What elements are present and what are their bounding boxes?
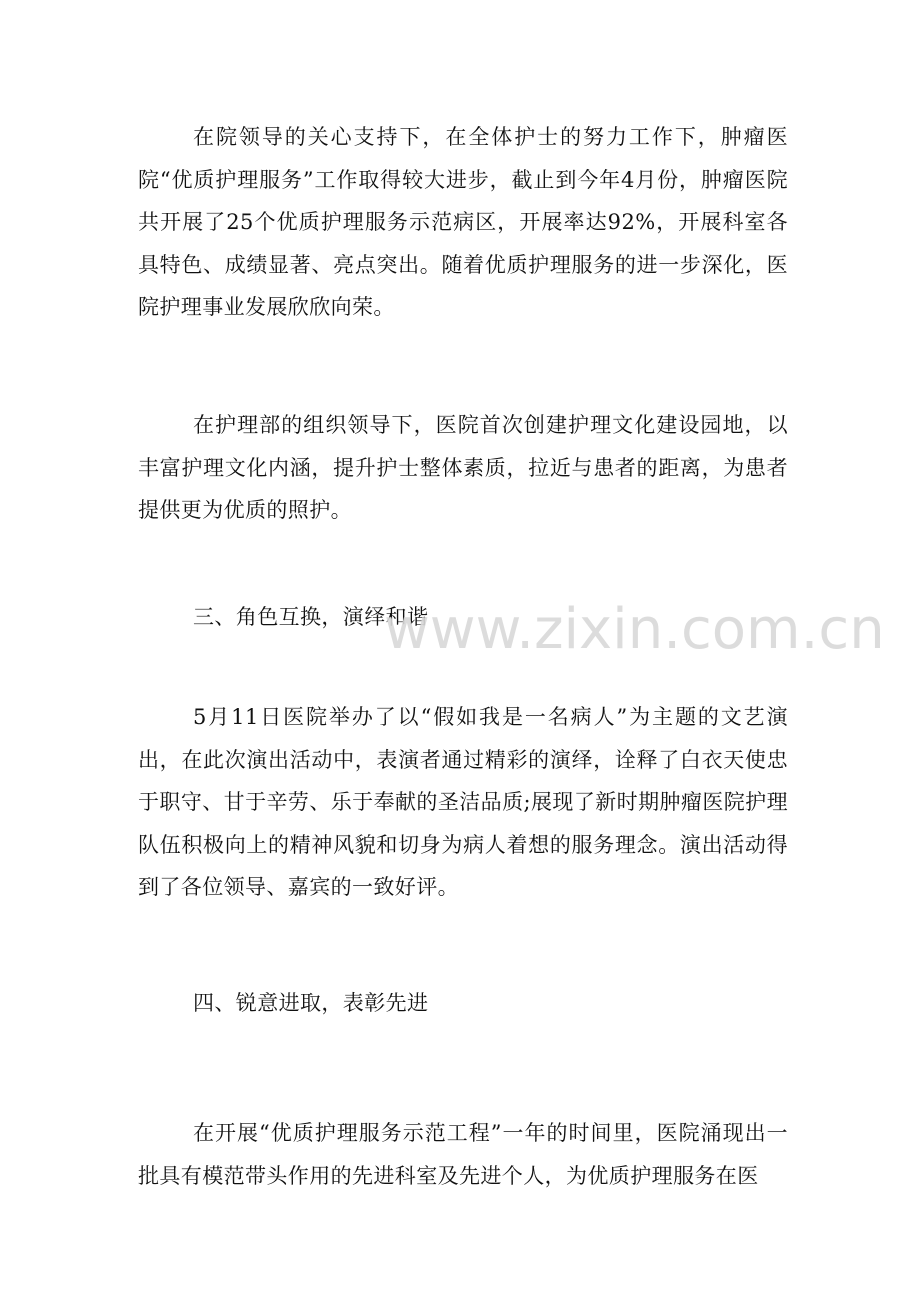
section-heading-commendation: 四、锐意进取，表彰先进 <box>193 991 429 1015</box>
paragraph-nursing-culture: 在护理部的组织领导下，医院首次创建护理文化建设园地，以丰富护理文化内涵，提升护士整体素质，拉近与患者的距离，为患者提供更为优质的照护。 <box>138 413 788 522</box>
section-heading-role-exchange: 三、角色互换，演绎和谐 <box>193 605 429 629</box>
watermark-text: www.zixin.com.cn <box>384 597 885 662</box>
paragraph-quality-nursing-progress: 在院领导的关心支持下，在全体护士的努力工作下，肿瘤医院“优质护理服务”工作取得较大进步，截止到今年4月份，肿瘤医院共开展了25个优质护理服务示范病区，开展率达92%，开展科室各具特色、成绩显著、亮点突出。随着优质护理服务的进一步深化，医院护理事业发展欣欣向荣。 <box>138 125 788 319</box>
paragraph-performance-event: 5月11日医院举办了以“假如我是一名病人”为主题的文艺演出，在此次演出活动中，表演者通过精彩的演绎，诠释了白衣天使忠于职守、甘于辛劳、乐于奉献的圣洁品质;展现了新时期肿瘤医院护理队伍积极向上的精神风貌和切身为病人着想的服务理念。演出活动得到了各位领导、嘉宾的一致好评。 <box>138 705 788 899</box>
paragraph-model-project: 在开展“优质护理服务示范工程”一年的时间里，医院涌现出一批具有模范带头作用的先进科室及先进个人，为优质护理服务在医 <box>138 1121 788 1188</box>
